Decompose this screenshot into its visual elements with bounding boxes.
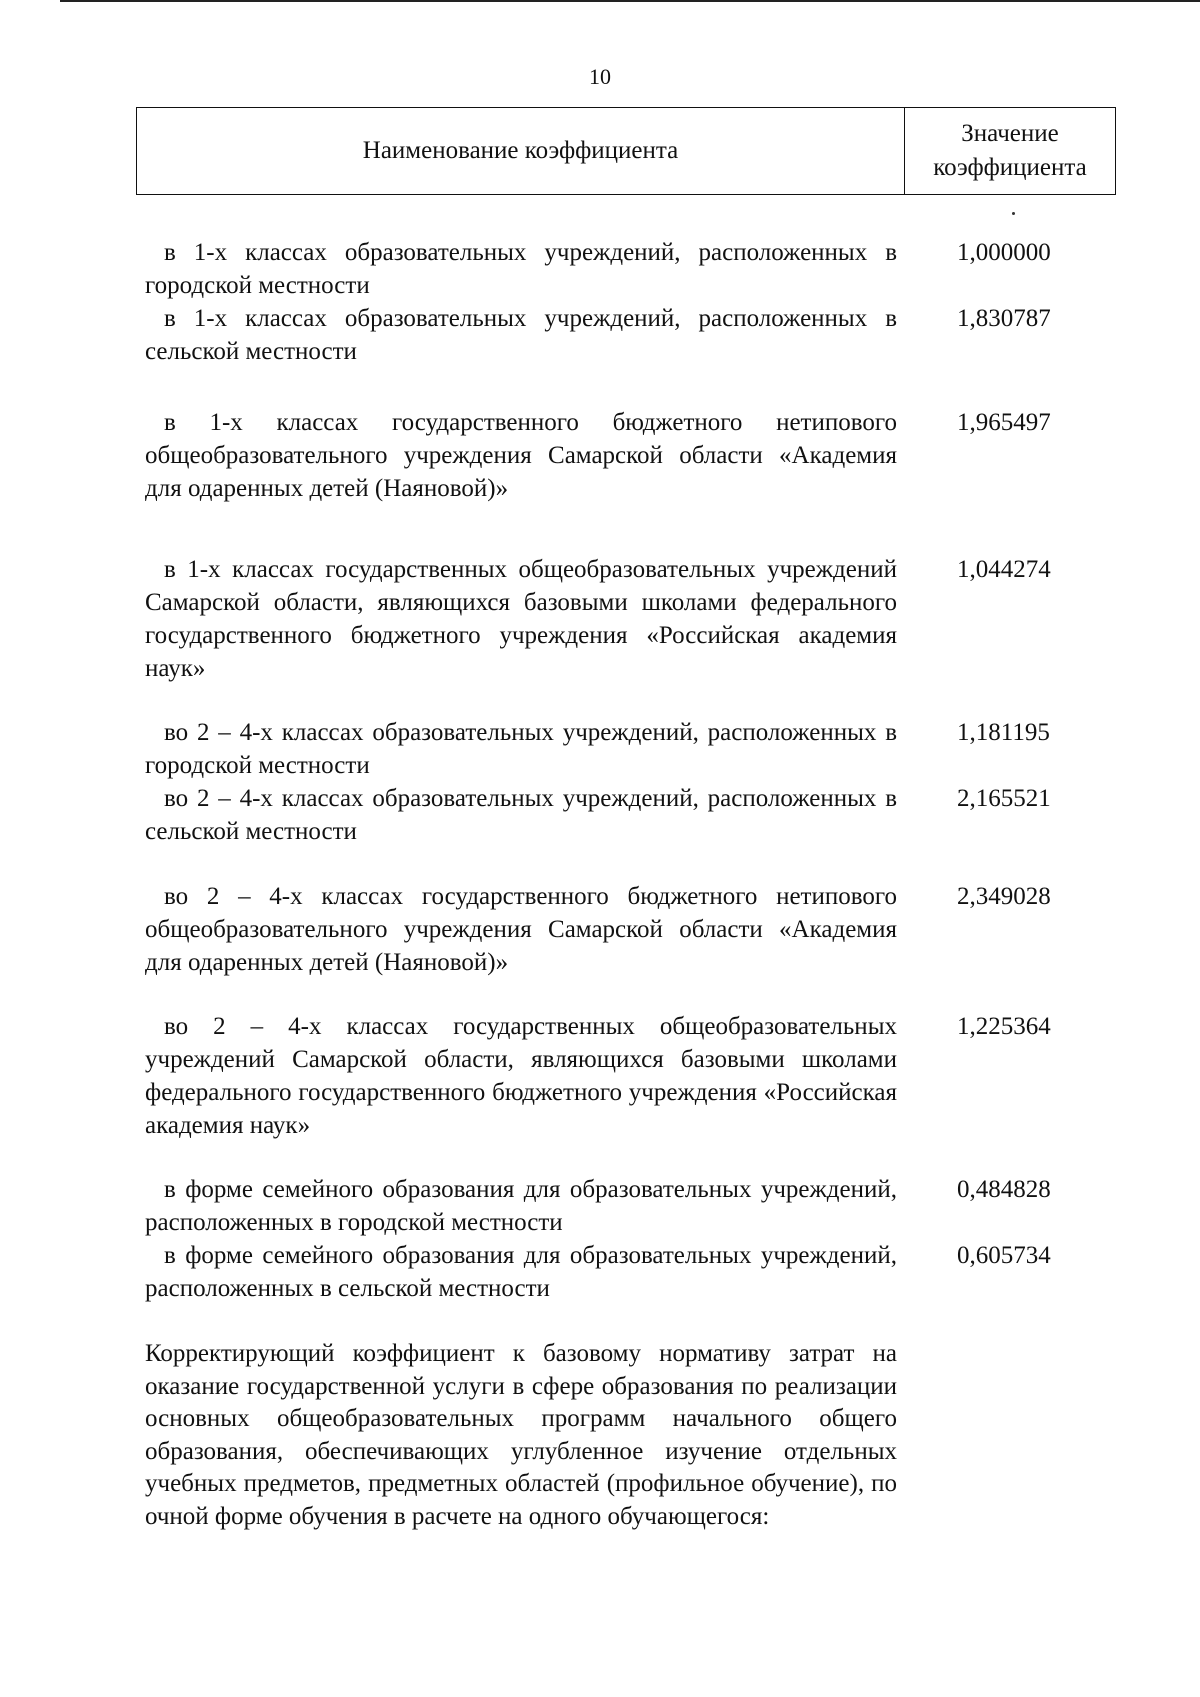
header-value-label-line1: Значение — [961, 120, 1059, 147]
row-value: 2,349028 — [957, 883, 1051, 910]
row-value: 1,000000 — [957, 239, 1051, 266]
page-number: 10 — [589, 64, 611, 89]
row-description: в 1-х классах образовательных учреждений, расположенных в городской местности — [145, 239, 897, 299]
stray-dot-mark — [1012, 212, 1015, 215]
header-name-cell — [137, 108, 905, 194]
row-description: в 1-х классах образовательных учреждений, расположенных в сельской местности — [145, 305, 897, 365]
row-description: во 2 – 4-х классах образовательных учреждений, расположенных в сельской местности — [145, 785, 897, 845]
row-description: в 1-х классах государственного бюджетного нетипового общеобразовательного учреждения Самарской области «Академия для одаренных детей (Наяновой)» — [145, 409, 897, 502]
header-name-label: Наименование коэффициента — [362, 137, 679, 164]
row-value: 1,225364 — [957, 1013, 1051, 1040]
top-border-line — [60, 0, 1200, 2]
row-value: 1,965497 — [957, 409, 1051, 436]
row-value: 1,830787 — [957, 305, 1051, 332]
header-value-cell — [905, 108, 1115, 194]
row-description: во 2 – 4-х классах государственных общеобразовательных учреждений Самарской области, являющихся базовыми школами федерального государственного бюджетного учреждения «Российская академия наук» — [145, 1013, 897, 1139]
row-value: 1,044274 — [957, 556, 1051, 583]
row-value: 0,605734 — [957, 1242, 1051, 1269]
row-value: 1,181195 — [957, 719, 1050, 746]
table-header — [136, 107, 1116, 195]
row-description: в 1-х классах государственных общеобразовательных учреждений Самарской области, являющихся базовыми школами федерального государственного бюджетного учреждения «Российская академия наук» — [145, 556, 897, 682]
row-value: 0,484828 — [957, 1176, 1051, 1203]
closing-paragraph: Корректирующий коэффициент к базовому нормативу затрат на оказание государственной услуги в сфере образования по реализации основных общеобразовательных программ начального общего образования, обеспечивающих углубленное изучение отдельных учебных предметов, предметных областей (профильное обучение), по очной форме обучения в расчете на одного обучающегося: — [145, 1340, 897, 1530]
row-description: в форме семейного образования для образовательных учреждений, расположенных в сельской местности — [145, 1242, 897, 1302]
row-description: во 2 – 4-х классах образовательных учреждений, расположенных в городской местности — [145, 719, 897, 779]
row-description: в форме семейного образования для образовательных учреждений, расположенных в городской местности — [145, 1176, 897, 1236]
row-value: 2,165521 — [957, 785, 1051, 812]
header-value-label-line2: коэффициента — [933, 154, 1087, 181]
row-description: во 2 – 4-х классах государственного бюджетного нетипового общеобразовательного учреждения Самарской области «Академия для одаренных детей (Наяновой)» — [145, 883, 897, 976]
